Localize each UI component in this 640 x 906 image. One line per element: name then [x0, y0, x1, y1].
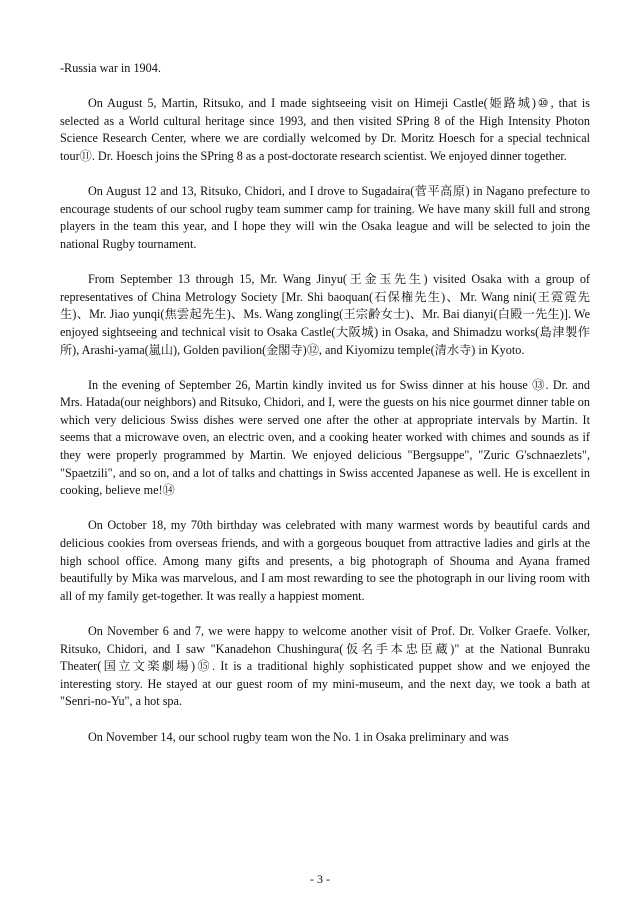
paragraph-6: On October 18, my 70th birthday was celebrated with many warmest words by beautiful cards and delicious cookies from overseas friends, and with a gorgeous bouquet from attractive ladies and girls at the high school office. Among many gifts and presents, a big photograph of Shouma and Ayana framed beautifully by Mika was marvelous, and I am most rewarding to see the photograph in our living room with all of my family get-together. It was really a happiest moment. [60, 518, 590, 603]
paragraph-8: On November 14, our school rugby team won the No. 1 in Osaka preliminary and was [88, 729, 509, 744]
page-number: - 3 - [310, 872, 330, 886]
paragraph-4: From September 13 through 15, Mr. Wang Jinyu(王金玉先生) visited Osaka with a group of representatives of China Metrology Society [Mr. Shi baoquan(石保権先生)、Mr. Wang nini(王霓霓先生)、Mr. Jiao yunqi(焦雲起先生)、Ms. Wang zongling(王宗齢女士)、Mr. Bai dianyi(白殿一先生)]. We enjoyed sightseeing and technical visit to Osaka Castle(大阪城) in Osaka, and Shimadzu works(島津製作所), Arashi-yama(嵐山), Golden pavilion(金閣寺)⑫, and Kiyomizu temple(清水寺) in Kyoto. [60, 272, 590, 357]
paragraph-7: On November 6 and 7, we were happy to welcome another visit of Prof. Dr. Volker Graefe. Volker, Ritsuko, Chidori, and I saw "Kanadehon Chushingura(仮名手本忠臣蔵)" at the National Bunraku Theater(国立文楽劇場)⑮. It is a traditional highly sophisticated puppet show and we enjoyed the interesting story. He stayed at our guest room of my mini-museum, and the next day, we took a bath at "Senri-no-Yu", a hot spa. [60, 624, 590, 709]
paragraph-3: On August 12 and 13, Ritsuko, Chidori, and I drove to Sugadaira(菅平高原) in Nagano prefecture to encourage students of our school rugby team summer camp for training. We have many skill full and strong players in the team this year, and I hope they will win the Osaka league and will be selected to join the national Rugby tournament. [60, 184, 590, 251]
paragraph-1: -Russia war in 1904. [60, 61, 161, 75]
paragraph-5: In the evening of September 26, Martin kindly invited us for Swiss dinner at his house ⑬. Dr. and Mrs. Hatada(our neighbors) and Ritsuko, Chidori, and I, were the guests on his nice gourmet dinner table on which very delicious Swiss dishes were served one after the other at appropriate intervals by Martin. It seems that a microwave oven, an electric oven, and a cooking heater worked with chimes and sounds as if they were properly programmed by Martin. We enjoyed delicious "Bergsuppe", "Zuric G'schnaezlets", "Spaetzili", and so on, and a lot of talks and chattings in Swiss accented Japanese as well. He is excellent in cooking, believe me!⑭ [60, 377, 590, 498]
paragraph-2: On August 5, Martin, Ritsuko, and I made sightseeing visit on Himeji Castle(姫路城)⑩, that is selected as a World cultural heritage since 1993, and then visited SPring 8 of the High Intensity Photon Science Research Center, where we are cordially welcomed by Dr. Moritz Hoesch for a special technical tour⑪. Dr. Hoesch joins the SPring 8 as a post-doctorate research scientist. We enjoyed dinner together. [60, 96, 590, 163]
